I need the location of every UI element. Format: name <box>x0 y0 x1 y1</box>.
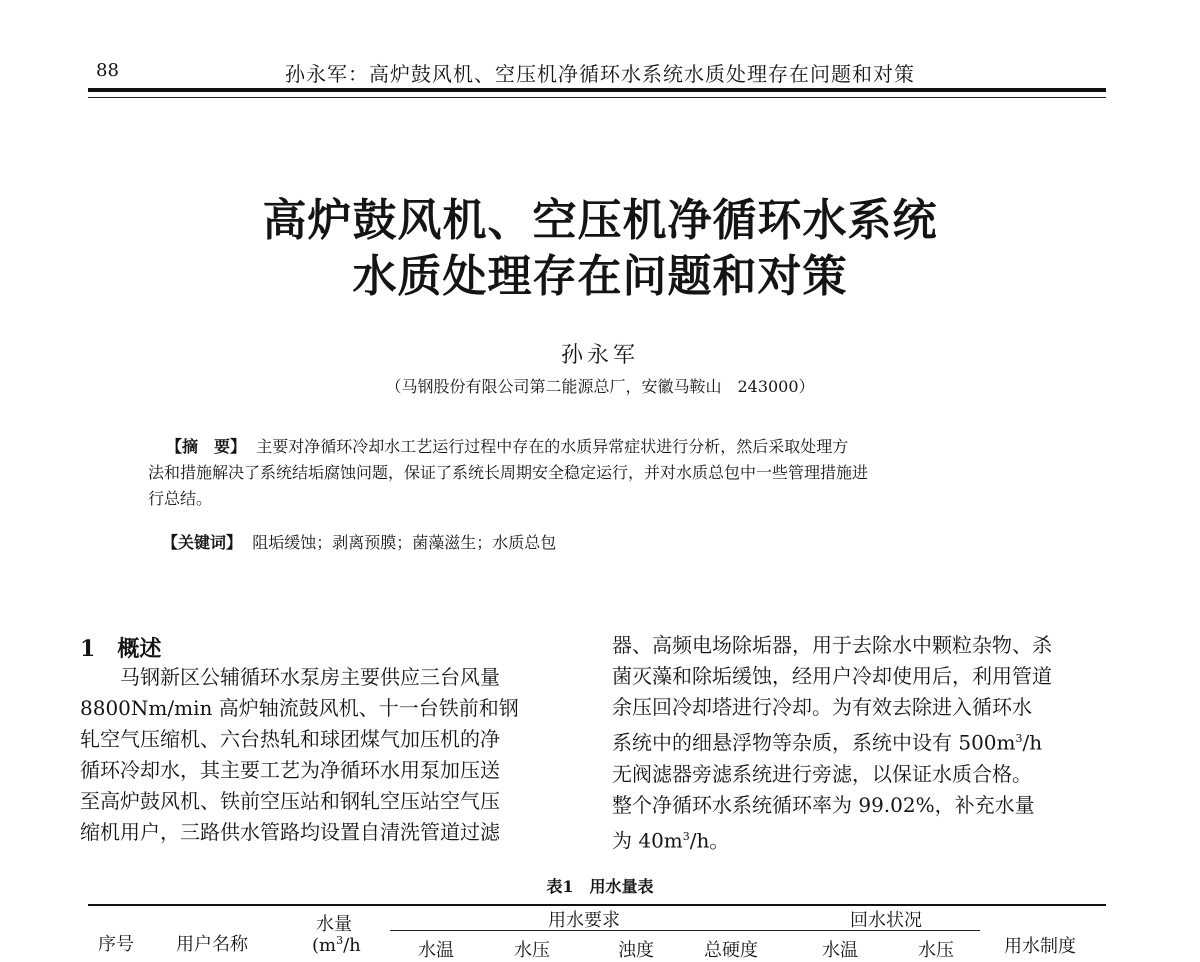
abstract-line: 法和措施解决了系统结垢腐蚀问题，保证了系统长周期安全稳定运行，并对水质总包中一些管理措施进 <box>148 463 869 482</box>
abstract-line: 行总结。 <box>148 489 213 508</box>
paragraph-line: 器、高频电场除垢器，用于去除水中颗粒杂物、杀 <box>612 633 1052 657</box>
paragraph-text: 系统中的细悬浮物等杂质，系统中设有 <box>612 730 952 755</box>
abstract <box>148 434 1052 512</box>
article-title-line-1: 高炉鼓风机、空压机净循环水系统 <box>262 195 938 246</box>
section-heading <box>80 632 161 663</box>
paragraph-line: 循环冷却水，其主要工艺为净循环水用泵加压送 <box>80 758 500 782</box>
abstract-text: 主要对净循环冷却水工艺运行过程中存在的水质异常症状进行分析，然后采取处理方 <box>256 437 849 456</box>
running-title: 孙永军：高炉鼓风机、空压机净循环水系统水质处理存在问题和对策 <box>285 62 915 86</box>
table-header-requirements: 用水要求 <box>548 910 620 931</box>
volume-unit-tail: /h <box>343 935 361 956</box>
paragraph-line: 整个净循环水系统循环率为 99.02%，补充水量 <box>612 792 1035 817</box>
flow-rate-value: 500m <box>958 730 1016 755</box>
section-number: 1 <box>80 636 96 662</box>
makeup-rate-unit: /h。 <box>689 828 730 853</box>
table-header-return-status: 回水状况 <box>850 910 922 931</box>
header-rule-thick <box>88 88 1106 92</box>
author-name: 孙永军 <box>560 343 639 368</box>
left-column <box>80 662 572 848</box>
table-header-schedule: 用水制度 <box>1004 936 1076 957</box>
abstract-label: 【摘 要】 <box>166 437 247 456</box>
table-header-req-pressure: 水压 <box>514 940 550 961</box>
table-header-seq: 序号 <box>98 934 134 955</box>
table-header-volume-unit <box>312 934 361 956</box>
table-header-ret-temp: 水温 <box>822 940 858 961</box>
superscript-3: 3 <box>1015 732 1023 745</box>
table-header-req-turbidity: 浊度 <box>618 940 654 961</box>
flow-rate-unit: /h <box>1022 730 1043 755</box>
volume-unit-text: (m <box>312 935 337 956</box>
table-header-req-temp: 水温 <box>418 940 454 961</box>
section-title: 概述 <box>117 636 162 662</box>
paragraph-line: 轧空气压缩机、六台热轧和球团煤气加压机的净 <box>80 727 500 751</box>
keywords <box>162 530 556 553</box>
page-number: 88 <box>96 60 119 81</box>
header-rule-thin <box>88 97 1106 98</box>
makeup-rate-value: 40m <box>638 828 683 853</box>
table-header-req-hardness: 总硬度 <box>704 940 758 961</box>
paragraph-line <box>612 821 1108 857</box>
keywords-label: 【关键词】 <box>162 533 243 552</box>
paragraph-line: 缩机用户，三路供水管路均设置自清洗管道过滤 <box>80 820 500 844</box>
superscript-3: 3 <box>682 829 690 843</box>
paragraph-line: 至高炉鼓风机、铁前空压站和钢轧空压站空气压 <box>80 789 500 813</box>
superscript-3: 3 <box>336 934 344 947</box>
table-caption: 表1 用水量表 <box>546 877 654 896</box>
table-header-volume: 水量 <box>316 914 352 935</box>
paragraph-line: 马钢新区公辅循环水泵房主要供应三台风量 <box>120 665 500 689</box>
paragraph-line: 菌灭藻和除垢缓蚀，经用户冷却使用后，利用管道 <box>612 664 1052 688</box>
paragraph-line: 余压回冷却塔进行冷却。为有效去除进入循环水 <box>612 695 1032 719</box>
paragraph-line: 8800Nm/min 高炉轴流鼓风机、十一台铁前和钢 <box>80 696 519 720</box>
article-title-line-2: 水质处理存在问题和对策 <box>352 251 848 302</box>
keywords-text: 阻垢缓蚀；剥离预膜；菌藻滋生；水质总包 <box>252 533 557 552</box>
right-column <box>612 630 1108 856</box>
author-affiliation: （马钢股份有限公司第二能源总厂，安徽马鞍山 243000） <box>385 377 815 396</box>
abstract-line <box>148 434 1052 460</box>
table-header-user: 用户名称 <box>176 934 248 955</box>
paragraph-line <box>612 723 1108 759</box>
table-header-ret-pressure: 水压 <box>918 940 954 961</box>
paragraph-text: 为 <box>612 828 632 853</box>
paragraph-line: 无阀滤器旁滤系统进行旁滤，以保证水质合格。 <box>612 761 1032 786</box>
